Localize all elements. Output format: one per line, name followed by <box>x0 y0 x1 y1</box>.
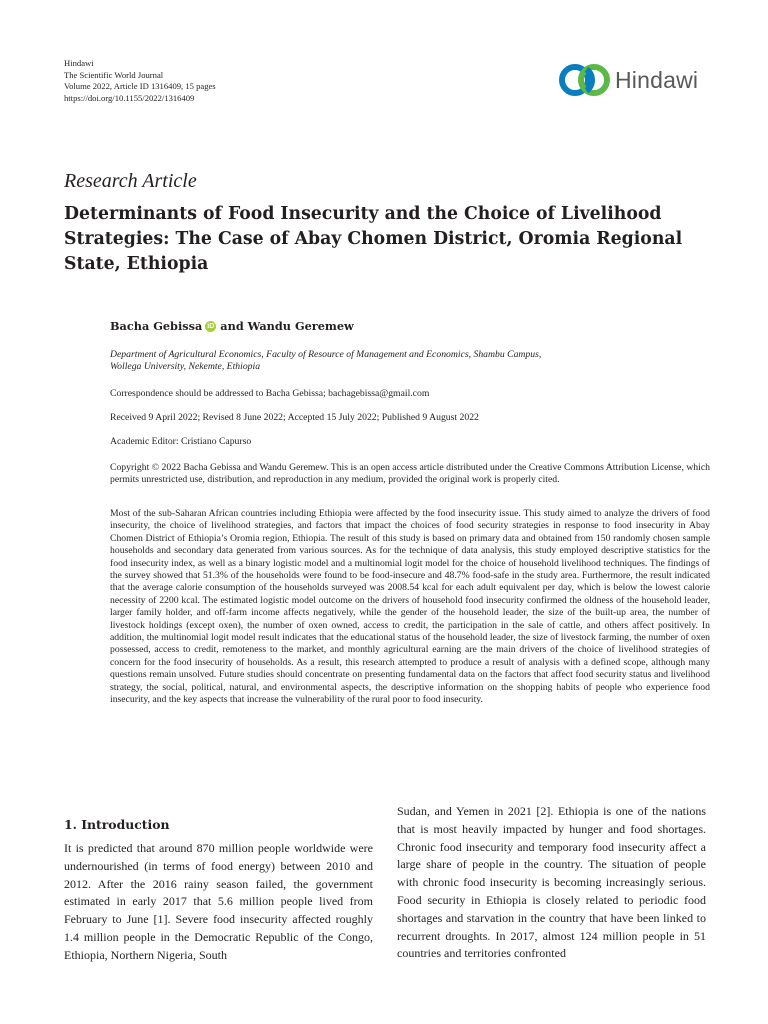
article-title: Determinants of Food Insecurity and the Choice of Livelihood Strategies: The Case of Abay Chomen District, Oromia Regional State, Ethiopia <box>64 204 683 274</box>
author-list <box>110 319 354 333</box>
body-column-left: It is predicted that around 870 million people worldwide were undernourished (in terms of food energy) between 2010 and 2012. After the 2016 rainy season failed, the government estimated in early 2017 that 5.6 million people lived from February to June [1]. Severe food insecurity affected roughly 1.4 million people in the Democratic Republic of the Congo, Ethiopia, Northern Nigeria, South <box>64 841 373 962</box>
correspondence: Correspondence should be addressed to Bacha Gebissa; bachagebissa@gmail.com <box>110 388 430 399</box>
copyright-notice: Copyright © 2022 Bacha Gebissa and Wandu Geremew. This is an open access article distributed under the Creative Commons Attribution License, which permits unrestricted use, distribution, and reproduction in any medium, provided the original work is properly cited. <box>110 462 710 486</box>
section-heading: 1. Introduction <box>64 817 170 832</box>
author-name[interactable]: Bacha Gebissa <box>110 319 203 333</box>
abstract: Most of the sub-Saharan African countries including Ethiopia were affected by the food insecurity issue. This study aimed to analyze the drivers of food insecurity, the choice of livelihood strategies, and factors that impact the choices of food security strategies in response to food insecurity in Abay Chomen District of Ethiopia’s Oromia region, Ethiopia. The result of this study is based on primary data and obtained from 150 randomly chosen sample households and secondary data generated from various sources. As for the technique of data analysis, this study employed descriptive statistics for the food insecurity index, as well as a binary logistic model and a multinomial logit model for the choice of household livelihood techniques. The findings of the survey showed that 51.3% of the households were found to be food-insecure and 48.7% food-safe in the study area. Furthermore, the result indicated that the average calorie consumption of the households surveyed was 2008.54 kcal for each adult equivalent per day, which is below the lowest calorie necessity of 2200 kcal. The estimated logistic model outcome on the drivers of household food insecurity confirmed the oldness of the household leader, larger family holder, and off-farm income affects negatively, while the gender of the household leader, the size of the built-up area, the number of livestock holdings (except oxen), the number of oxen owned, access to credit, the participation in the sale of cattle, and others affect positively. In addition, the multinomial logit model result indicates that the educational status of the household leader, the size of livestock farming, the number of oxen possessed, access to credit, remoteness to the market, and monthly agricultural earning are the main drivers of the choice of livelihood strategies of concern for the food insecurity of households. As a result, this research attempted to produce a result of analysis with a defined scope, although many questions remain unsolved. Future studies should concentrate on presenting fundamental data on the factors that affect food security status and livelihood strategy, the social, political, natural, and environmental aspects, the descriptive information on the shopping habits of people who experience food insecurity, and the key aspects that increase the vulnerability of the rural poor to food insecurity. <box>110 508 710 706</box>
brand-name: Hindawi <box>615 66 699 93</box>
article-type: Research Article <box>64 170 197 192</box>
journal-header <box>64 58 216 104</box>
body-column-right: Sudan, and Yemen in 2021 [2]. Ethiopia is one of the nations that is most heavily impacted by hunger and food shortages. Chronic food insecurity and temporary food insecurity affect a large share of people in the country. The situation of people with chronic food insecurity is becoming increasingly serious. Food security in Ethiopia is closely related to periodic food shortages and starvation in the country that have been linked to recurrent droughts. In 2017, almost 124 million people in 51 countries and territories confronted <box>397 804 706 961</box>
volume-info: Volume 2022, Article ID 1316409, 15 pages <box>64 81 216 92</box>
author-name[interactable]: Wandu Geremew <box>247 319 354 333</box>
publication-dates: Received 9 April 2022; Revised 8 June 2022; Accepted 15 July 2022; Published 9 August 2022 <box>110 412 479 423</box>
author-connector: and <box>220 319 244 333</box>
academic-editor: Academic Editor: Cristiano Capurso <box>110 436 252 447</box>
hindawi-logo <box>557 62 698 98</box>
doi-link[interactable]: https://doi.org/10.1155/2022/1316409 <box>64 92 195 103</box>
hindawi-rings-icon <box>557 62 613 98</box>
affiliation <box>110 349 710 374</box>
orcid-icon[interactable]: iD <box>207 322 215 330</box>
journal-name: The Scientific World Journal <box>64 69 164 80</box>
publisher-name: Hindawi <box>64 58 94 68</box>
affiliation-line: Wollega University, Nekemte, Ethiopia <box>110 361 261 373</box>
affiliation-line: Department of Agricultural Economics, Faculty of Resource of Management and Economics, Shambu Campus, <box>110 349 542 360</box>
